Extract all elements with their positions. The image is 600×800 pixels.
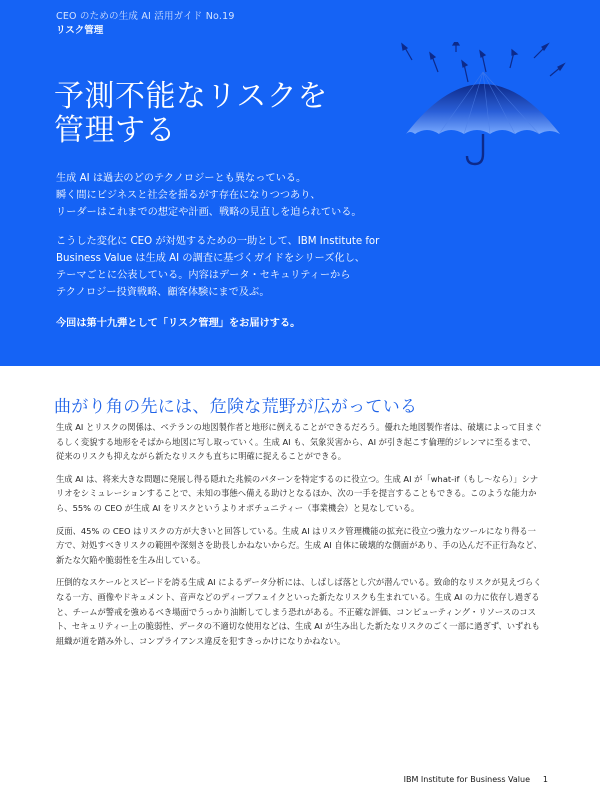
article-body bbox=[56, 420, 544, 656]
intro-emphasis: 今回は第十九弾として「リスク管理」をお届けする。 bbox=[56, 318, 301, 329]
body-paragraph: 生成 AI は、将来大きな問題に発展し得る隠れた兆候のパターンを特定するのに役立つ。生成 AI が「what-if（もし～なら）」シナリオをシミュレーションすることで、未知の事態へ備える助けとなるほか、次の一手を提言することもできる。このような能力から、55% の CEO が生成 AI をリスクというよりオポチュニティー（事業機会）と見なしている。 bbox=[56, 473, 539, 513]
body-paragraph: 反面、45% の CEO はリスクの方が大きいと回答している。生成 AI はリスク管理機能の拡充に役立つ強力なツールになり得る一方で、対処すべきリスクの範囲や深刻さを助長しかねないからだ。生成 AI 自体に破壊的な側面があり、手の込んだ不正行為など、新たな欠陥や脆弱性を生み出している。 bbox=[56, 525, 542, 565]
title-line-2: 管理する bbox=[54, 113, 176, 148]
page-number: 1 bbox=[542, 775, 548, 784]
body-paragraph: 生成 AI とリスクの関係は、ベテランの地図製作者と地形に例えることができるだろう。優れた地図製作者は、破壊によって目まぐるしく変貌する地形をそばから地図に写し取っていく。生成 AI も、気象災害から、AI が引き起こす倫理的ジレンマに至るまで、従来のリスクも抑えながら新たなリスクも直ちに明確に捉えることができる。 bbox=[56, 422, 543, 462]
section-headline: 曲がり角の先には、危険な荒野が広がっている bbox=[54, 397, 418, 417]
umbrella-icon bbox=[398, 42, 568, 172]
page-title bbox=[54, 80, 374, 148]
intro-paragraph-2: こうした変化に CEO が対処するための一助として、IBM Institute for Business Value は生成 AI の調査に基づくガイドをシリーズ化し、 テーマごとに公表している。内容はデータ・セキュリティーから テクノロジー投資戦略、顧客体験にまで及ぶ。 bbox=[56, 236, 380, 298]
intro-paragraph-1: 生成 AI は過去のどのテクノロジーとも異なっている。 瞬く間にビジネスと社会を揺るがす存在になりつつあり、 リーダーはこれまでの想定や計画、戦略の見直しを迫られている。 bbox=[56, 173, 362, 218]
intro-text bbox=[56, 170, 456, 344]
series-label: CEO のための生成 AI 活用ガイド No.19 bbox=[56, 11, 235, 22]
section-label: リスク管理 bbox=[56, 25, 104, 36]
footer-brand: IBM Institute for Business Value bbox=[403, 775, 530, 784]
hero-banner bbox=[0, 0, 600, 366]
title-line-1: 予測不能なリスクを bbox=[54, 79, 328, 114]
arrow-icon bbox=[402, 42, 564, 82]
body-paragraph: 圧倒的なスケールとスピードを誇る生成 AI によるデータ分析には、しばしば落とし穴が潜んでいる。致命的なリスクが見えづらくなる一方、画像やドキュメント、音声などのディープフェイクといった新たなリスクも生まれている。生成 AI の力に依存し過ぎると、チームが警戒を強めるべき場面でうっかり油断してしまう恐れがある。不正確な評価、コンピューティング・リソースのコスト、セキュリティー上の脆弱性、データの不適切な使用などは、生成 AI が生み出した新たなリスクのごく一部に過ぎず、いずれも組織が道を踏み外し、コンプライアンス違反を犯すきっかけになりかねない。 bbox=[56, 577, 542, 646]
